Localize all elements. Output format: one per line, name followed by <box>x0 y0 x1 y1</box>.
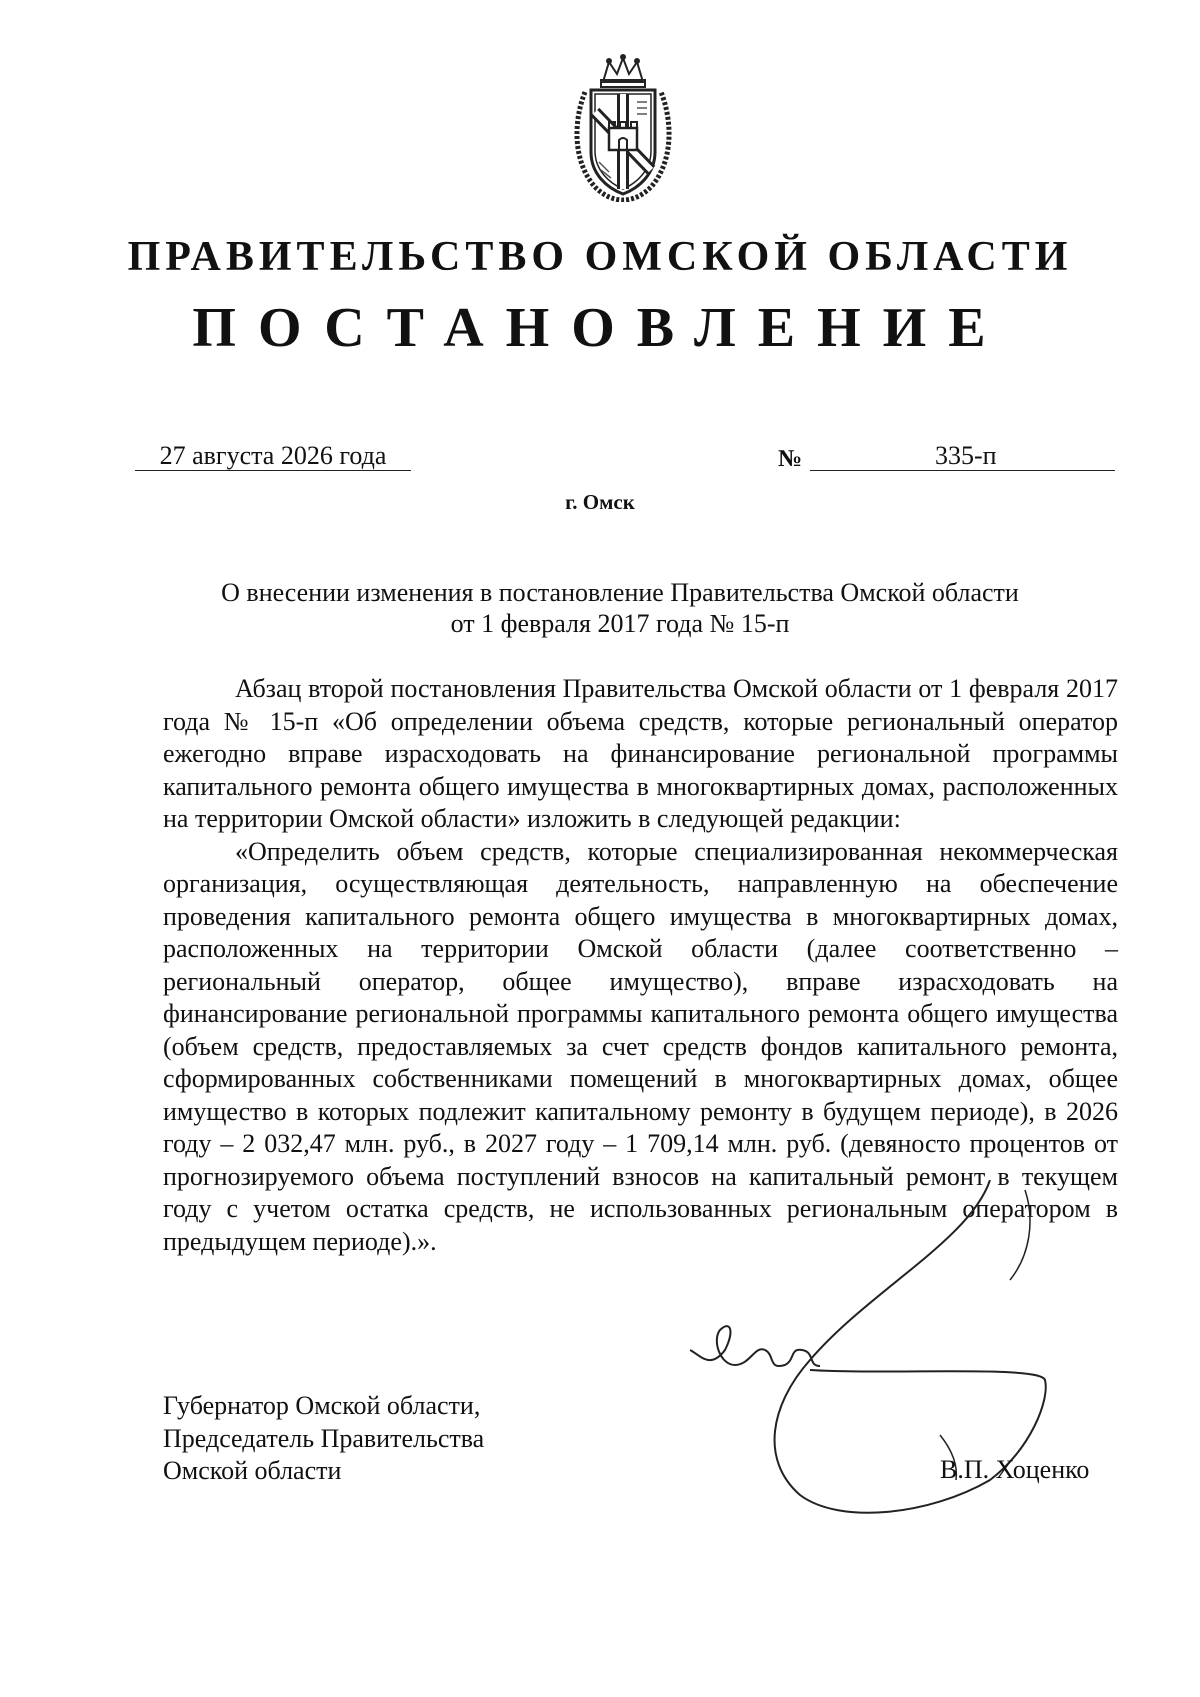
document-number-field <box>810 442 1115 471</box>
document-body <box>163 673 1118 1258</box>
omsk-coat-of-arms-icon <box>565 52 681 202</box>
document-type-heading: ПОСТАНОВЛЕНИЕ <box>192 297 1008 359</box>
subject-line-2: от 1 февраля 2017 года № 15-п <box>450 609 790 638</box>
document-subject <box>170 577 1070 639</box>
body-paragraph-2: «Определить объем средств, которые специализированная некоммерческая организация, осуществляющая деятельность, направленную на обеспечение проведения капитального ремонта общего имущества в многоквартирных домах, расположенных на территории Омской области (далее соответственно – региональный оператор, общее имущество), вправе израсходовать на финансирование региональной программы капитального ремонта общего имущества (объем средств, предоставляемых за счет средств фондов капитального ремонта, сформированных собственниками помещений в многоквартирных домах, общее имущество в которых подлежит капитальному ремонту в будущем периоде), в 2026 году – 2 032,47 млн. руб., в 2027 году – 1 709,14 млн. руб. (девяносто процентов от прогнозируемого объема поступлений взносов на капитальный ремонт в текущем году с учетом остатка средств, не использованных региональным оператором в предыдущем периоде).». <box>163 836 1118 1256</box>
subject-line-1: О внесении изменения в постановление Правительства Омской области <box>221 578 1019 607</box>
signatory-position <box>163 1390 484 1488</box>
number-sign: № <box>778 446 803 472</box>
signatory-position-line-1: Губернатор Омской области, <box>163 1391 481 1420</box>
body-paragraph-1: Абзац второй постановления Правительства Омской области от 1 февраля 2017 года № 15-п «Об определении объема средств, которые региональный оператор ежегодно вправе израсходовать на финансирование региональной программы капитального ремонта общего имущества в многоквартирных домах, расположенных на территории Омской области» изложить в следующей редакции: <box>163 674 1118 833</box>
document-date: 27 августа 2026 года <box>135 442 411 471</box>
signatory-position-line-3: Омской области <box>163 1456 342 1485</box>
signatory-position-line-2: Председатель Правительства <box>163 1423 485 1453</box>
document-number: 335-п <box>935 441 997 470</box>
signatory-name: В.П. Хоценко <box>940 1455 1090 1484</box>
org-title: ПРАВИТЕЛЬСТВО ОМСКОЙ ОБЛАСТИ <box>127 234 1073 280</box>
city-label: г. Омск <box>565 490 635 514</box>
